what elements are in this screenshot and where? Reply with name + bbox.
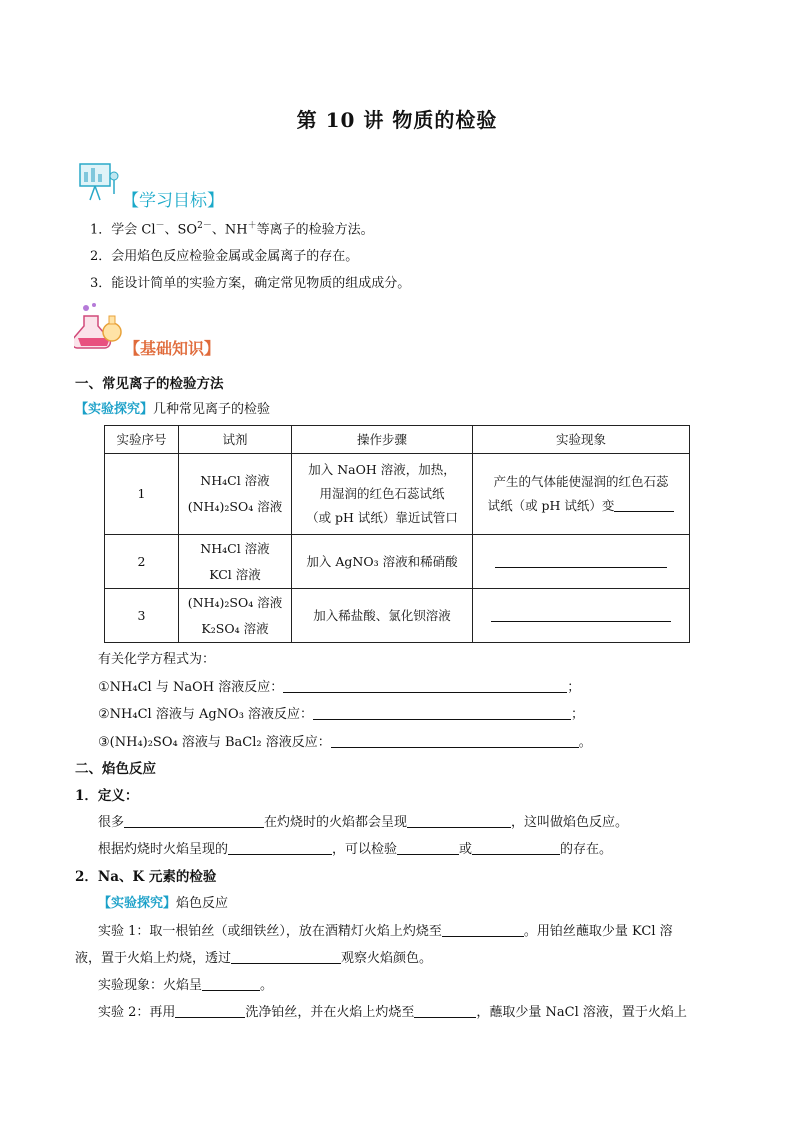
- answer-blank[interactable]: [231, 950, 341, 964]
- na-k-heading: 2．Na、K 元素的检验: [75, 869, 217, 885]
- phenomenon: [473, 589, 690, 643]
- goal-2: 2．会用焰色反应检验金属或金属离子的存在。: [90, 249, 359, 264]
- answer-blank[interactable]: [414, 1004, 476, 1018]
- table-header: 实验序号: [105, 426, 179, 454]
- goal-3: 3．能设计简单的实验方案，确定常见物质的组成成分。: [90, 276, 411, 291]
- table-row: [105, 589, 690, 643]
- procedure: 加入 AgNO₃ 溶液和稀硝酸: [292, 535, 473, 589]
- basics-heading: 【基础知识】: [124, 339, 221, 358]
- equation-1: ①NH₄Cl 与 NaOH 溶液反应： ；: [98, 680, 581, 695]
- experiment-1-line-2: 液，置于火焰上灼烧，透过 观察火焰颜色。: [75, 951, 433, 966]
- definition-line-1: 很多 在灼烧时的火焰都会呈现 ，这叫做焰色反应。: [98, 815, 629, 830]
- definition-line-2: 根据灼烧时火焰呈现的 ，可以检验 或 的存在。: [98, 842, 613, 857]
- goal-1: 1．学会 Cl－、$SO^{2-}$、NH＋等离子的检验方法。: [90, 221, 374, 238]
- answer-blank[interactable]: [491, 608, 671, 622]
- procedure: 加入 NaOH 溶液，加热， 用湿润的红色石蕊试纸 （或 pH 试纸）靠近试管口: [292, 454, 473, 535]
- experiment-2-line: 实验 2：再用 洗净铂丝，并在火焰上灼烧至 ，蘸取少量 NaCl 溶液，置于火焰上: [98, 1005, 687, 1020]
- row-number: 3: [105, 589, 179, 643]
- experiment-tag: 【实验探究】: [75, 402, 154, 417]
- answer-blank[interactable]: [331, 734, 579, 748]
- table-row: [105, 535, 690, 589]
- experiment-tag: 【实验探究】: [98, 896, 177, 911]
- answer-blank[interactable]: [228, 841, 332, 855]
- table-header: 试剂: [179, 426, 292, 454]
- answer-blank[interactable]: [397, 841, 459, 855]
- part1-heading: 一、常见离子的检验方法: [75, 376, 224, 392]
- answer-blank[interactable]: [202, 977, 260, 991]
- learning-goals-icon: [74, 160, 124, 204]
- answer-blank[interactable]: [495, 554, 667, 568]
- answer-blank[interactable]: [283, 679, 567, 693]
- equations-intro: 有关化学方程式为：: [98, 652, 216, 667]
- answer-blank[interactable]: [614, 498, 674, 512]
- learning-goals-heading: 【学习目标】: [122, 191, 224, 211]
- page-title: 第 10 讲 物质的检验: [296, 108, 498, 132]
- answer-blank[interactable]: [313, 706, 571, 720]
- answer-blank[interactable]: [175, 1004, 245, 1018]
- flame-caption: 【实验探究】焰色反应: [98, 896, 229, 911]
- ion-test-table: [104, 425, 690, 643]
- equation-3: ③(NH₄)₂SO₄ 溶液与 BaCl₂ 溶液反应： 。: [98, 735, 592, 750]
- phenomenon: [473, 535, 690, 589]
- row-number: 2: [105, 535, 179, 589]
- answer-blank[interactable]: [124, 814, 264, 828]
- part1-caption: 【实验探究】几种常见离子的检验: [75, 402, 271, 417]
- part2-heading: 二、焰色反应: [75, 761, 156, 777]
- answer-blank[interactable]: [442, 923, 524, 937]
- table-header: 实验现象: [473, 426, 690, 454]
- flask-icon: [74, 302, 124, 352]
- reagents: (NH₄)₂SO₄ 溶液 K₂SO₄ 溶液: [179, 589, 292, 643]
- phenomenon: 产生的气体能使湿润的红色石蕊 试纸（或 pH 试纸）变: [473, 454, 690, 535]
- reagents: NH₄Cl 溶液 (NH₄)₂SO₄ 溶液: [179, 454, 292, 535]
- reagents: NH₄Cl 溶液 KCl 溶液: [179, 535, 292, 589]
- table-row: [105, 454, 690, 535]
- answer-blank[interactable]: [472, 841, 560, 855]
- table-header-row: [105, 426, 690, 454]
- row-number: 1: [105, 454, 179, 535]
- definition-heading: 1．定义：: [75, 788, 139, 804]
- equation-2: ②NH₄Cl 溶液与 AgNO₃ 溶液反应： ；: [98, 707, 585, 722]
- phenomenon-line: 实验现象：火焰呈 。: [98, 978, 274, 993]
- procedure: 加入稀盐酸、氯化钡溶液: [292, 589, 473, 643]
- experiment-1-line: 实验 1：取一根铂丝（或细铁丝），放在酒精灯火焰上灼烧至 。用铂丝蘸取少量 KCl 溶: [98, 924, 673, 939]
- table-header: 操作步骤: [292, 426, 473, 454]
- answer-blank[interactable]: [407, 814, 511, 828]
